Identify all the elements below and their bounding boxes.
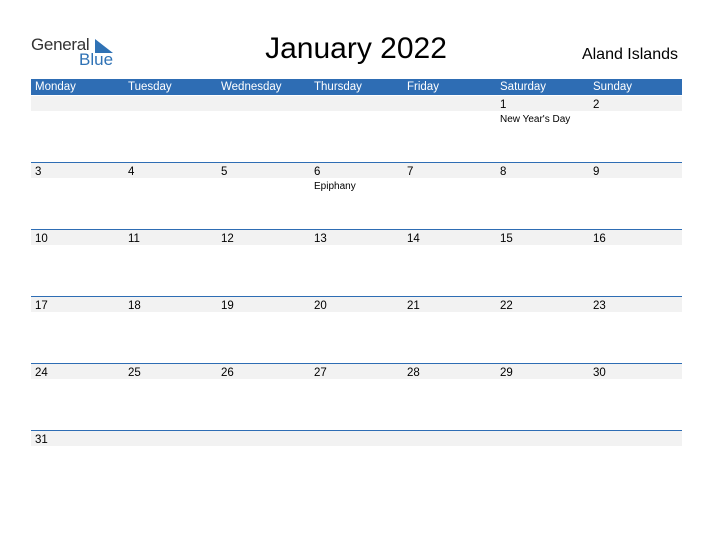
day-cell <box>403 162 496 229</box>
day-number: 30 <box>593 367 606 379</box>
day-number: 9 <box>593 166 600 178</box>
day-cell <box>496 229 589 296</box>
day-cell <box>310 162 403 229</box>
day-number: 1 <box>500 99 507 111</box>
day-number: 18 <box>128 300 141 312</box>
day-number: 22 <box>500 300 513 312</box>
day-number: 31 <box>35 434 48 446</box>
day-cell <box>310 95 403 162</box>
day-number: 15 <box>500 233 513 245</box>
day-number: 13 <box>314 233 327 245</box>
holiday-label: New Year's Day <box>500 114 571 125</box>
day-number: 29 <box>500 367 513 379</box>
weekday-header <box>31 79 682 95</box>
weekday-wednesday: Wednesday <box>221 81 282 93</box>
day-number: 17 <box>35 300 48 312</box>
weekday-friday: Friday <box>407 81 439 93</box>
day-cell <box>31 95 124 162</box>
day-number: 7 <box>407 166 414 178</box>
day-cell <box>496 296 589 363</box>
calendar-title: January 2022 <box>265 32 447 65</box>
day-cell <box>589 363 682 430</box>
weekday-tuesday: Tuesday <box>128 81 172 93</box>
day-cell <box>124 229 217 296</box>
day-cell <box>589 95 682 162</box>
calendar-week <box>31 162 682 229</box>
day-cell <box>589 162 682 229</box>
day-cell <box>124 95 217 162</box>
day-cell <box>403 363 496 430</box>
day-number: 28 <box>407 367 420 379</box>
day-cell <box>403 95 496 162</box>
day-cell <box>589 229 682 296</box>
day-cell <box>31 363 124 430</box>
weekday-saturday: Saturday <box>500 81 547 93</box>
day-number: 10 <box>35 233 48 245</box>
day-cell <box>124 363 217 430</box>
day-number: 6 <box>314 166 321 178</box>
day-cell <box>31 296 124 363</box>
day-cell <box>496 162 589 229</box>
day-number: 8 <box>500 166 507 178</box>
day-number: 4 <box>128 166 135 178</box>
day-number: 12 <box>221 233 234 245</box>
day-cell <box>217 95 310 162</box>
day-number: 11 <box>128 233 140 245</box>
day-number: 16 <box>593 233 606 245</box>
day-number: 24 <box>35 367 48 379</box>
weekday-sunday: Sunday <box>593 81 633 93</box>
day-cell <box>496 363 589 430</box>
day-cell <box>589 296 682 363</box>
day-number: 23 <box>593 300 606 312</box>
day-number: 27 <box>314 367 327 379</box>
logo-general-text: General <box>31 35 90 54</box>
day-cell <box>403 229 496 296</box>
day-cell <box>31 229 124 296</box>
day-number: 3 <box>35 166 42 178</box>
day-cell <box>217 296 310 363</box>
day-cell <box>217 162 310 229</box>
logo-blue-text: Blue <box>79 50 114 69</box>
day-cell <box>496 95 589 162</box>
holiday-label: Epiphany <box>314 181 356 192</box>
weekday-monday: Monday <box>35 81 76 93</box>
day-cell <box>403 296 496 363</box>
day-cell <box>31 162 124 229</box>
day-cell <box>124 296 217 363</box>
day-cell <box>310 296 403 363</box>
calendar-week <box>31 430 682 497</box>
day-number: 21 <box>407 300 420 312</box>
day-number: 14 <box>407 233 420 245</box>
calendar-week <box>31 95 682 162</box>
day-number: 20 <box>314 300 327 312</box>
day-cell <box>124 162 217 229</box>
calendar-week <box>31 229 682 296</box>
day-number: 2 <box>593 99 600 111</box>
weeks-container <box>31 95 682 497</box>
country-label: Aland Islands <box>581 46 678 63</box>
day-number-band <box>31 431 682 446</box>
day-number: 25 <box>128 367 141 379</box>
day-cell <box>310 229 403 296</box>
calendar-grid <box>31 79 682 497</box>
weekday-thursday: Thursday <box>314 81 362 93</box>
day-number: 19 <box>221 300 234 312</box>
calendar-week <box>31 296 682 363</box>
day-cell <box>217 229 310 296</box>
day-cell <box>31 430 124 497</box>
calendar-week <box>31 363 682 430</box>
day-number: 5 <box>221 166 228 178</box>
day-cell <box>217 363 310 430</box>
day-number: 26 <box>221 367 234 379</box>
day-cell <box>310 363 403 430</box>
